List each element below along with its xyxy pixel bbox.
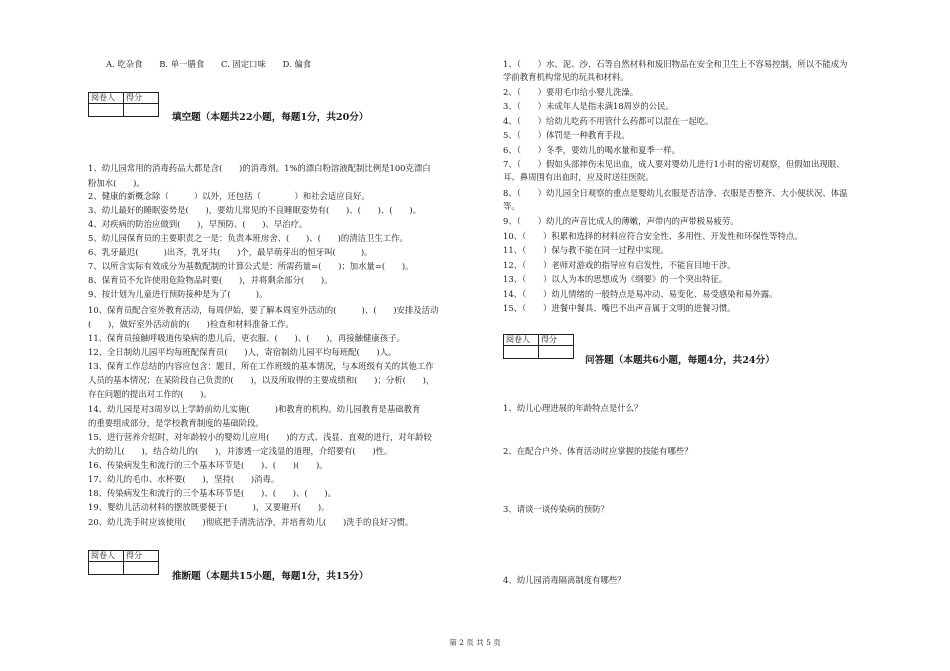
question-line: 学前教育机构常见的玩具和材料。 xyxy=(503,72,629,82)
question-line: 14、幼儿园是对3周岁以上学龄前幼儿实施( )和教育的机构。幼儿园教育是基础教育 xyxy=(88,404,421,414)
question-line: 1、（ ）水、泥、沙、石等自然材料和废旧物品在安全和卫生上不容易控制，所以不能成为 xyxy=(503,59,848,69)
score-box xyxy=(88,92,159,117)
score-cell xyxy=(124,104,159,117)
score-cell xyxy=(124,562,159,575)
question-line: 14、（ ）幼儿情绪的一般特点是易冲动、易变化、易受感染和易外露。 xyxy=(503,289,778,299)
question-line: 13、保育工作总结的内容应包含：题目，所在工作班级的基本情况，与本班级有关的其他工作 xyxy=(88,361,434,371)
question-line: 存在问题的提出对工作的( )。 xyxy=(88,389,212,399)
choice-options: A. 吃杂食 B. 单一膳食 C. 固定口味 D. 偏食 xyxy=(106,59,312,69)
section-title-fill-blank: 填空题（本题共22小题，每题1分，共20分） xyxy=(172,112,369,123)
score-cell xyxy=(539,346,574,359)
question-line: 2、健康的新概念除（ ）以外，还包括（ ）和社会适应良好。 xyxy=(88,191,370,201)
score-box xyxy=(503,334,574,359)
question-line: 10、保育员配合室外教育活动，每周伊始，要了解本周室外活动的( )、( )安排及活动 xyxy=(88,305,439,315)
question-line: 粉加水( )。 xyxy=(88,178,145,188)
reviewer-label: 阅卷人 xyxy=(504,335,539,346)
question-line: 2、（ ）要用毛巾给小婴儿洗澡。 xyxy=(503,87,639,97)
question-line: 6、（ ）冬季，要幼儿的喝水量和夏季一样。 xyxy=(503,145,681,155)
qa-question: 3、请谈一谈传染病的预防？ xyxy=(503,504,609,514)
question-line: ( )，做好室外活动前的( )检查和材料准备工作。 xyxy=(88,319,294,329)
qa-question: 1、幼儿心理进展的年龄特点是什么？ xyxy=(503,403,643,413)
question-line: 7、以所含实际有效成分为基数配制的计算公式是：所需药量=( )；加水量=( )。 xyxy=(88,261,414,271)
reviewer-cell xyxy=(89,104,124,117)
question-line: 7、（ ）假如头部摔伤未见出血，成人要对婴幼儿进行1小时的密切观察，但假如出现眼、 xyxy=(503,159,845,169)
reviewer-label: 阅卷人 xyxy=(89,93,124,104)
question-line: 15、进行营养介绍时，对年龄较小的婴幼儿应用( )的方式、浅显、直观的进行，对年龄较 xyxy=(88,432,432,442)
question-line: 1、幼儿园常用的消毒药品大都是含( )的消毒剂。1%的漂白粉溶液配制比例是100克漂白 xyxy=(88,163,431,173)
question-line: 3、幼儿最好的睡眠姿势是( )，要幼儿常见的不良睡眠姿势有( )、( )、( )。 xyxy=(88,205,421,215)
reviewer-label: 阅卷人 xyxy=(89,551,124,562)
question-line: 4、对疾病的防治应做到( )，早预防、( )、早治疗。 xyxy=(88,219,308,229)
question-line: 人员的基本情况；在某阶段自己负责的( )，以及所取得的主要成绩和( )；分析( )， xyxy=(88,375,435,385)
reviewer-cell xyxy=(89,562,124,575)
score-label: 得分 xyxy=(539,335,574,346)
question-line: 4、（ ）给幼儿吃药不用管什么药都可以混在一起吃。 xyxy=(503,116,714,126)
qa-question: 2、在配合户外、体育活动时应掌握的技能有哪些？ xyxy=(503,446,693,456)
score-label: 得分 xyxy=(124,551,159,562)
question-line: 3、（ ）未成年人是指未满18周岁的公民。 xyxy=(503,101,674,111)
question-line: 17、幼儿的毛巾、水杯要( )，坚持( )消毒。 xyxy=(88,474,280,484)
question-line: 5、幼儿园保育员的主要职责之一是：负责本班房舍、( )、( )的清洁卫生工作。 xyxy=(88,233,408,243)
question-line: 16、传染病发生和流行的三个基本环节是( )、( )( )。 xyxy=(88,460,328,470)
section-title-qa: 问答题（本题共6小题，每题4分，共24分） xyxy=(585,355,775,366)
question-line: 19、婴幼儿活动材料的摆放既要便于( )，又要避开( )。 xyxy=(88,502,330,512)
question-line: 11、保育员接触呼吸道传染病的患儿后，更衣服、( )、( )，再接触健康孩子。 xyxy=(88,333,405,343)
question-line: 5、（ ）体罚是一种教育手段。 xyxy=(503,130,630,140)
qa-question: 4、幼儿园消毒隔离制度有哪些？ xyxy=(503,575,626,585)
question-line: 15、（ ）进餐中餐具、嘴巴不出声音属于文明的进餐习惯。 xyxy=(503,303,736,313)
question-line: 9、（ ）幼儿的声音比成人的薄嫩，声带内的声带极易疲劳。 xyxy=(503,216,739,226)
question-line: 9、按计划为儿童进行预防接种是为了( )。 xyxy=(88,289,268,299)
question-line: 11、（ ）保与教不能在同一过程中实现。 xyxy=(503,245,669,255)
reviewer-cell xyxy=(504,346,539,359)
question-line: 8、（ ）幼儿园全日观察的重点是婴幼儿衣服是否洁净、衣服是否整齐、大小便状况、体温 xyxy=(503,188,848,198)
question-line: 12、（ ）老师对游戏的指导应有启发性，不能盲目地干涉。 xyxy=(503,260,736,270)
score-box xyxy=(88,550,159,575)
question-line: 13、（ ）以人为本的思想成为《纲要》的一个突出特征。 xyxy=(503,274,728,284)
question-line: 8、保育员不允许使用危险物品时要( )，并将剩余部分( )。 xyxy=(88,275,333,285)
section-title-judgement: 推断题（本题共15小题，每题1分，共15分） xyxy=(172,571,369,582)
question-line: 6、乳牙最迟( )出齐，乳牙共( )个，最早萌芽出的恒牙叫( )。 xyxy=(88,247,373,257)
question-line: 12、全日制幼儿园平均每班配保育员( )人，寄宿制幼儿园平均每班配( )人。 xyxy=(88,347,397,357)
question-line: 10、（ ）积累和选择的材料应符合安全性、多用性、开发性和环保性等特点。 xyxy=(503,231,803,241)
question-line: 18、传染病发生和流行的三个基本环节是( )、( )、( )。 xyxy=(88,488,337,498)
question-line: 耳、鼻周围有出血时，应及时送往医院。 xyxy=(503,172,654,182)
score-label: 得分 xyxy=(124,93,159,104)
question-line: 等。 xyxy=(503,201,520,211)
page-footer: 第 2 页 共 5 页 xyxy=(449,638,501,647)
question-line: 的重要组成部分，是学校教育制度的基础阶段。 xyxy=(88,418,264,428)
question-line: 大的幼儿( )，结合幼儿的( )，并渗透一定浅显的道理，介绍要有( )性。 xyxy=(88,446,393,456)
question-line: 20、幼儿洗手时应该使用( )彻底把手清洗洁净，并培育幼儿( )洗手的良好习惯。 xyxy=(88,517,414,527)
